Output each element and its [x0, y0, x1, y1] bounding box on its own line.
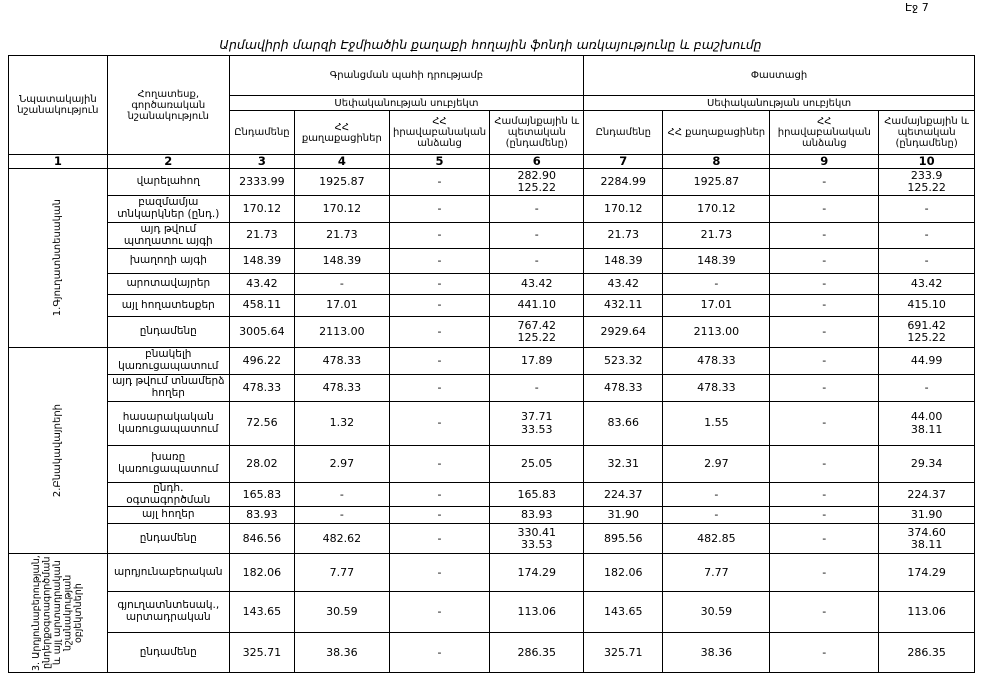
value-cell: -	[663, 507, 770, 524]
value-cell: 478.33	[295, 375, 390, 402]
value-cell: 2333.99	[229, 169, 294, 196]
table-row	[9, 483, 975, 507]
value-cell: -	[770, 196, 879, 223]
value-cell: 7.77	[295, 554, 390, 592]
value-cell: -	[770, 592, 879, 633]
column-number: 8	[663, 155, 770, 169]
value-cell: -	[490, 249, 584, 274]
value-cell: 30.59	[663, 592, 770, 633]
value-cell: -	[295, 483, 390, 507]
value-cell: 7.77	[663, 554, 770, 592]
value-cell: 2284.99	[584, 169, 663, 196]
table-row	[9, 274, 975, 295]
value-cell: 21.73	[229, 223, 294, 249]
value-cell: 482.62	[295, 524, 390, 554]
value-cell: 143.65	[229, 592, 294, 633]
value-cell: 233.9 125.22	[879, 169, 975, 196]
value-cell: 113.06	[490, 592, 584, 633]
value-cell: 43.42	[229, 274, 294, 295]
value-cell: -	[770, 524, 879, 554]
header-purpose: Նպատակային նշանակություն	[9, 56, 108, 155]
column-number: 1	[9, 155, 108, 169]
value-cell: -	[295, 274, 390, 295]
value-cell: 330.41 33.53	[490, 524, 584, 554]
value-cell: 432.11	[584, 295, 663, 317]
value-cell: -	[389, 446, 490, 483]
value-cell: -	[770, 274, 879, 295]
value-cell: -	[770, 317, 879, 348]
value-cell: -	[490, 375, 584, 402]
land-type-label: այլ հողեր	[107, 507, 229, 524]
header-community-state: Համայնքային և պետական (ընդամենը)	[879, 111, 975, 155]
table-row	[9, 348, 975, 375]
value-cell: -	[389, 375, 490, 402]
value-cell: 43.42	[879, 274, 975, 295]
value-cell: 29.34	[879, 446, 975, 483]
value-cell: 148.39	[229, 249, 294, 274]
value-cell: 478.33	[295, 348, 390, 375]
value-cell: -	[389, 223, 490, 249]
table-row	[9, 507, 975, 524]
header-legal-entities: ՀՀ իրավաբանական անձանց	[389, 111, 490, 155]
header-actual: Փաստացի	[584, 56, 975, 96]
purpose-group-label: 1.Գյուղատնտեսական	[9, 169, 108, 348]
value-cell: -	[490, 196, 584, 223]
header-ownership-right: Սեփականության սուբյեկտ	[584, 96, 975, 111]
value-cell: 374.60 38.11	[879, 524, 975, 554]
table-row	[9, 633, 975, 673]
value-cell: -	[770, 633, 879, 673]
value-cell: -	[770, 249, 879, 274]
value-cell: -	[770, 483, 879, 507]
value-cell: 30.59	[295, 592, 390, 633]
land-type-label: հասարակական կառուցապատում	[107, 402, 229, 446]
value-cell: 38.36	[663, 633, 770, 673]
value-cell: -	[879, 375, 975, 402]
value-cell: 31.90	[584, 507, 663, 524]
value-cell: -	[389, 317, 490, 348]
value-cell: 2113.00	[663, 317, 770, 348]
value-cell: 143.65	[584, 592, 663, 633]
table-row	[9, 524, 975, 554]
value-cell: -	[389, 524, 490, 554]
value-cell: 3005.64	[229, 317, 294, 348]
value-cell: -	[770, 375, 879, 402]
value-cell: 286.35	[490, 633, 584, 673]
value-cell: 44.99	[879, 348, 975, 375]
value-cell: 174.29	[879, 554, 975, 592]
value-cell: 17.01	[295, 295, 390, 317]
value-cell: -	[770, 223, 879, 249]
value-cell: -	[295, 507, 390, 524]
value-cell: -	[389, 633, 490, 673]
value-cell: -	[770, 446, 879, 483]
table-row	[9, 592, 975, 633]
header-land-type: Հողատեսք, գործառական նշանակություն	[107, 56, 229, 155]
land-type-label: ընդհ. օգտագործման	[107, 483, 229, 507]
land-type-label: արոտավայրեր	[107, 274, 229, 295]
value-cell: 2.97	[663, 446, 770, 483]
value-cell: 895.56	[584, 524, 663, 554]
value-cell: 170.12	[295, 196, 390, 223]
value-cell: -	[663, 483, 770, 507]
value-cell: 182.06	[584, 554, 663, 592]
value-cell: 482.85	[663, 524, 770, 554]
value-cell: 17.01	[663, 295, 770, 317]
column-number: 10	[879, 155, 975, 169]
land-type-label: խառը կառուցապատում	[107, 446, 229, 483]
page-title: Արմավիրի մարզի Էջմիածին քաղաքի հողային ֆոնդի առկայությունը և բաշխումը	[219, 37, 762, 52]
value-cell: -	[879, 249, 975, 274]
value-cell: 691.42 125.22	[879, 317, 975, 348]
value-cell: -	[389, 196, 490, 223]
value-cell: 478.33	[584, 375, 663, 402]
value-cell: -	[770, 507, 879, 524]
value-cell: -	[770, 348, 879, 375]
value-cell: 148.39	[295, 249, 390, 274]
value-cell: 113.06	[879, 592, 975, 633]
value-cell: 28.02	[229, 446, 294, 483]
table-row	[9, 249, 975, 274]
column-number: 7	[584, 155, 663, 169]
land-type-label: այդ թվում պտղատու այգի	[107, 223, 229, 249]
header-community-state: Համայնքային և պետական (ընդամենը)	[490, 111, 584, 155]
table-row	[9, 554, 975, 592]
purpose-group-label: 2.Բնակավայրերի	[9, 348, 108, 554]
value-cell: 1925.87	[295, 169, 390, 196]
value-cell: 165.83	[490, 483, 584, 507]
value-cell: -	[770, 169, 879, 196]
value-cell: 32.31	[584, 446, 663, 483]
value-cell: 21.73	[663, 223, 770, 249]
value-cell: 1925.87	[663, 169, 770, 196]
value-cell: 83.93	[490, 507, 584, 524]
value-cell: 1.55	[663, 402, 770, 446]
value-cell: 441.10	[490, 295, 584, 317]
value-cell: 83.93	[229, 507, 294, 524]
header-total: Ընդամենը	[584, 111, 663, 155]
value-cell: -	[389, 554, 490, 592]
land-type-label: վարելահող	[107, 169, 229, 196]
value-cell: 43.42	[490, 274, 584, 295]
value-cell: 25.05	[490, 446, 584, 483]
value-cell: -	[389, 483, 490, 507]
table-row	[9, 446, 975, 483]
value-cell: 478.33	[663, 348, 770, 375]
table-row	[9, 169, 975, 196]
value-cell: -	[770, 295, 879, 317]
header-total: Ընդամենը	[229, 111, 294, 155]
value-cell: 224.37	[879, 483, 975, 507]
value-cell: 72.56	[229, 402, 294, 446]
value-cell: -	[389, 507, 490, 524]
column-number: 3	[229, 155, 294, 169]
column-number: 9	[770, 155, 879, 169]
value-cell: -	[389, 592, 490, 633]
value-cell: 170.12	[663, 196, 770, 223]
value-cell: 282.90 125.22	[490, 169, 584, 196]
land-type-label: ընդամենը	[107, 633, 229, 673]
table-row	[9, 196, 975, 223]
value-cell: 174.29	[490, 554, 584, 592]
value-cell: -	[389, 249, 490, 274]
header-ownership-left: Սեփականության սուբյեկտ	[229, 96, 583, 111]
value-cell: 478.33	[663, 375, 770, 402]
value-cell: 415.10	[879, 295, 975, 317]
table-row	[9, 223, 975, 249]
value-cell: 165.83	[229, 483, 294, 507]
column-number: 6	[490, 155, 584, 169]
value-cell: 83.66	[584, 402, 663, 446]
header-legal-entities: ՀՀ իրավաբանական անձանց	[770, 111, 879, 155]
value-cell: -	[389, 169, 490, 196]
value-cell: 182.06	[229, 554, 294, 592]
value-cell: -	[770, 402, 879, 446]
land-fund-table	[8, 55, 975, 673]
value-cell: -	[879, 223, 975, 249]
value-cell: -	[389, 402, 490, 446]
value-cell: 170.12	[229, 196, 294, 223]
value-cell: 478.33	[229, 375, 294, 402]
land-type-label: այդ թվում տնամերձ հողեր	[107, 375, 229, 402]
value-cell: 2113.00	[295, 317, 390, 348]
value-cell: -	[389, 274, 490, 295]
value-cell: 31.90	[879, 507, 975, 524]
value-cell: 325.71	[584, 633, 663, 673]
value-cell: -	[389, 295, 490, 317]
table-row	[9, 402, 975, 446]
header-as-of-registration: Գրանցման պահի դրությամբ	[229, 56, 583, 96]
value-cell: 224.37	[584, 483, 663, 507]
value-cell: 170.12	[584, 196, 663, 223]
header-citizens: ՀՀ քաղաքացիներ	[663, 111, 770, 155]
land-type-label: բնակելի կառուցապատում	[107, 348, 229, 375]
value-cell: -	[490, 223, 584, 249]
value-cell: 148.39	[584, 249, 663, 274]
header-citizens: ՀՀ քաղաքացիներ	[295, 111, 390, 155]
table-row	[9, 295, 975, 317]
value-cell: -	[389, 348, 490, 375]
value-cell: 846.56	[229, 524, 294, 554]
value-cell: 2.97	[295, 446, 390, 483]
value-cell: 286.35	[879, 633, 975, 673]
page-number: Էջ 7	[905, 1, 929, 14]
land-type-label: ընդամենը	[107, 524, 229, 554]
purpose-group-label: 3. Արդյունաբերության, ընդերքօգտագործման և այլ արտադրական նշանակության օբյեկտների	[9, 554, 108, 673]
value-cell: 1.32	[295, 402, 390, 446]
land-type-label: ընդամենը	[107, 317, 229, 348]
column-number: 5	[389, 155, 490, 169]
land-type-label: խաղողի այգի	[107, 249, 229, 274]
table-row	[9, 317, 975, 348]
value-cell: 21.73	[584, 223, 663, 249]
value-cell: 523.32	[584, 348, 663, 375]
land-type-label: արդյունաբերական	[107, 554, 229, 592]
value-cell: 496.22	[229, 348, 294, 375]
value-cell: 148.39	[663, 249, 770, 274]
value-cell: 767.42 125.22	[490, 317, 584, 348]
value-cell: -	[663, 274, 770, 295]
column-number: 2	[107, 155, 229, 169]
value-cell: 325.71	[229, 633, 294, 673]
land-type-label: այլ հողատեսքեր	[107, 295, 229, 317]
column-number: 4	[295, 155, 390, 169]
land-type-label: գյուղատնտեսակ., արտադրական	[107, 592, 229, 633]
value-cell: 21.73	[295, 223, 390, 249]
value-cell: 2929.64	[584, 317, 663, 348]
value-cell: 43.42	[584, 274, 663, 295]
value-cell: 37.71 33.53	[490, 402, 584, 446]
value-cell: 458.11	[229, 295, 294, 317]
value-cell: 38.36	[295, 633, 390, 673]
value-cell: -	[770, 554, 879, 592]
value-cell: -	[879, 196, 975, 223]
value-cell: 17.89	[490, 348, 584, 375]
land-type-label: բազմամյա տնկարկներ (ընդ.)	[107, 196, 229, 223]
table-row	[9, 375, 975, 402]
value-cell: 44.00 38.11	[879, 402, 975, 446]
